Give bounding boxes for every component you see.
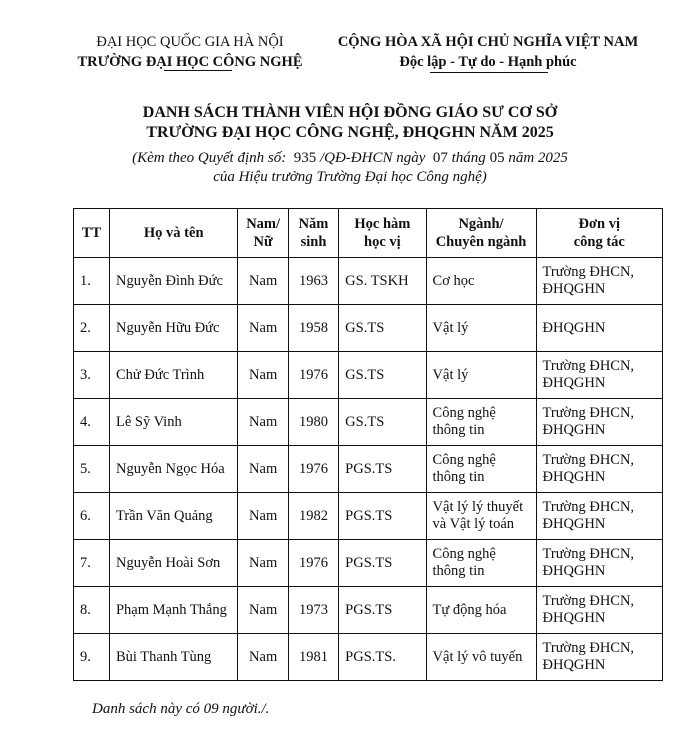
cell-unit: Trường ĐHCN, ĐHQGHN <box>536 493 662 540</box>
cell-birth-year: 1976 <box>288 446 338 493</box>
cell-academic-title: GS.TS <box>339 305 426 352</box>
header-field: Ngành/ Chuyên ngành <box>426 209 536 258</box>
cell-field: Vật lý <box>426 305 536 352</box>
cell-academic-title: PGS.TS <box>339 493 426 540</box>
table-row <box>74 399 663 446</box>
cell-unit: Trường ĐHCN, ĐHQGHN <box>536 352 662 399</box>
list-count-note: Danh sách này có 09 người./. <box>92 701 270 717</box>
decision-reference-line-1 <box>0 149 700 168</box>
cell-academic-title: PGS.TS <box>339 540 426 587</box>
cell-tt: 2. <box>74 305 110 352</box>
cell-birth-year: 1981 <box>288 634 338 681</box>
cell-academic-title: PGS.TS <box>339 587 426 634</box>
cell-birth-year: 1958 <box>288 305 338 352</box>
cell-name: Nguyễn Hoài Sơn <box>109 540 237 587</box>
table-row <box>74 352 663 399</box>
cell-sex: Nam <box>238 258 288 305</box>
cell-name: Nguyễn Hữu Đức <box>109 305 237 352</box>
decision-number: 935 <box>293 150 317 166</box>
issuer-header <box>70 32 310 72</box>
year-label: năm 2025 <box>508 150 568 166</box>
cell-unit: Trường ĐHCN, ĐHQGHN <box>536 540 662 587</box>
cell-name: Nguyễn Ngọc Hóa <box>109 446 237 493</box>
title-line-1: DANH SÁCH THÀNH VIÊN HỘI ĐỒNG GIÁO SƯ CƠ SỞ <box>142 104 558 121</box>
header-tt: TT <box>74 209 110 258</box>
cell-sex: Nam <box>238 399 288 446</box>
header-name: Họ và tên <box>109 209 237 258</box>
cell-name: Phạm Mạnh Thắng <box>109 587 237 634</box>
title-line-2: TRƯỜNG ĐẠI HỌC CÔNG NGHỆ, ĐHQGHN NĂM 2025 <box>146 124 554 141</box>
cell-unit: Trường ĐHCN, ĐHQGHN <box>536 446 662 493</box>
header-unit: Đơn vị công tác <box>536 209 662 258</box>
cell-name: Lê Sỹ Vinh <box>109 399 237 446</box>
cell-unit: Trường ĐHCN, ĐHQGHN <box>536 258 662 305</box>
table-header-row <box>74 209 663 258</box>
table-row <box>74 587 663 634</box>
national-header <box>320 32 656 72</box>
table-row <box>74 258 663 305</box>
cell-tt: 4. <box>74 399 110 446</box>
cell-tt: 9. <box>74 634 110 681</box>
members-table <box>73 208 663 681</box>
cell-academic-title: GS.TS <box>339 399 426 446</box>
cell-unit: Trường ĐHCN, ĐHQGHN <box>536 587 662 634</box>
table-row <box>74 305 663 352</box>
cell-sex: Nam <box>238 446 288 493</box>
school-name: TRƯỜNG ĐẠI HỌC CÔNG NGHỆ <box>77 54 303 70</box>
cell-field: Tự động hóa <box>426 587 536 634</box>
cell-tt: 3. <box>74 352 110 399</box>
cell-field: Vật lý vô tuyến <box>426 634 536 681</box>
month-label: tháng <box>451 150 486 166</box>
cell-field: Công nghệ thông tin <box>426 446 536 493</box>
header-birth-year: Năm sinh <box>288 209 338 258</box>
header-sex: Nam/ Nữ <box>238 209 288 258</box>
cell-academic-title: GS.TS <box>339 352 426 399</box>
document-title <box>0 103 700 143</box>
cell-sex: Nam <box>238 540 288 587</box>
cell-unit: Trường ĐHCN, ĐHQGHN <box>536 399 662 446</box>
decision-label: (Kèm theo Quyết định số: <box>132 150 287 166</box>
cell-tt: 6. <box>74 493 110 540</box>
cell-name: Chử Đức Trình <box>109 352 237 399</box>
cell-birth-year: 1963 <box>288 258 338 305</box>
cell-birth-year: 1973 <box>288 587 338 634</box>
cell-field: Vật lý lý thuyết và Vật lý toán <box>426 493 536 540</box>
cell-sex: Nam <box>238 352 288 399</box>
cell-academic-title: GS. TSKH <box>339 258 426 305</box>
cell-unit: Trường ĐHCN, ĐHQGHN <box>536 634 662 681</box>
cell-birth-year: 1976 <box>288 352 338 399</box>
university-name: ĐẠI HỌC QUỐC GIA HÀ NỘI <box>96 34 284 50</box>
cell-unit: ĐHQGHN <box>536 305 662 352</box>
cell-academic-title: PGS.TS <box>339 446 426 493</box>
decision-reference <box>0 149 700 187</box>
header-academic-title: Học hàm học vị <box>339 209 426 258</box>
cell-tt: 7. <box>74 540 110 587</box>
cell-name: Nguyễn Đình Đức <box>109 258 237 305</box>
cell-field: Cơ học <box>426 258 536 305</box>
decision-code: /QĐ-ĐHCN ngày <box>319 150 426 166</box>
cell-field: Công nghệ thông tin <box>426 540 536 587</box>
table-row <box>74 493 663 540</box>
cell-field: Công nghệ thông tin <box>426 399 536 446</box>
cell-birth-year: 1982 <box>288 493 338 540</box>
country-name: CỘNG HÒA XÃ HỘI CHỦ NGHĨA VIỆT NAM <box>337 34 639 50</box>
motto-underline <box>430 72 548 73</box>
cell-sex: Nam <box>238 305 288 352</box>
table-row <box>74 446 663 493</box>
decision-month: 05 <box>489 150 505 166</box>
table-row <box>74 540 663 587</box>
decision-reference-line-2: của Hiệu trưởng Trường Đại học Công nghệ) <box>213 169 487 185</box>
table-row <box>74 634 663 681</box>
cell-sex: Nam <box>238 587 288 634</box>
cell-birth-year: 1976 <box>288 540 338 587</box>
header-underline <box>164 70 232 71</box>
cell-tt: 8. <box>74 587 110 634</box>
decision-day: 07 <box>432 150 448 166</box>
cell-tt: 5. <box>74 446 110 493</box>
cell-name: Trần Văn Quảng <box>109 493 237 540</box>
cell-birth-year: 1980 <box>288 399 338 446</box>
cell-name: Bùi Thanh Tùng <box>109 634 237 681</box>
cell-sex: Nam <box>238 493 288 540</box>
cell-sex: Nam <box>238 634 288 681</box>
cell-academic-title: PGS.TS. <box>339 634 426 681</box>
cell-field: Vật lý <box>426 352 536 399</box>
cell-tt: 1. <box>74 258 110 305</box>
national-motto: Độc lập - Tự do - Hạnh phúc <box>399 54 577 70</box>
